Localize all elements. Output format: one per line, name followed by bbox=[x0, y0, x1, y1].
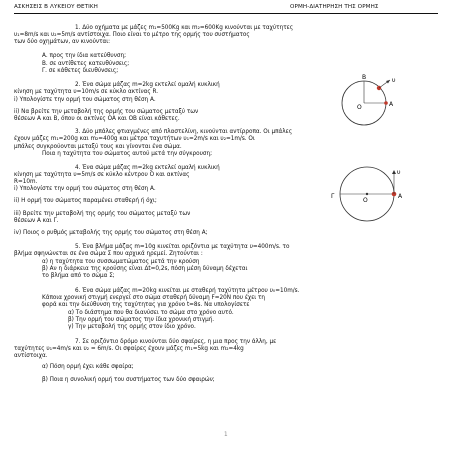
page-number: 1 bbox=[224, 432, 228, 438]
text-line: α) Πόση ορμή έχει κάθε σφαίρα; bbox=[42, 364, 134, 370]
label-g: Γ bbox=[331, 193, 335, 200]
text-line: Ποια η ταχύτητα του σώματος αυτού μετά την σύγκρουση; bbox=[42, 151, 213, 157]
text-line: υ₁=8m/s και υ₂=5m/s αντίστοιχα. Ποιο είναι το μέτρο της ορμής του συστήματος bbox=[14, 32, 250, 38]
circular-motion-figure-2 bbox=[300, 160, 430, 226]
text-line: αντίστοιχα. bbox=[14, 353, 48, 359]
text-line: ii) Η ορμή του σώματος παραμένει σταθερή ή όχι; bbox=[14, 198, 157, 204]
text-line: α) η ταχύτητα του συσσωματώματος μετά την κρούση bbox=[42, 259, 200, 265]
header-right: ΟΡΜΗ-ΔΙΑΤΗΡΗΣΗ ΤΗΣ ΟΡΜΗΣ bbox=[290, 4, 379, 10]
arrow-head-icon bbox=[386, 80, 390, 84]
text-line: R=10m. bbox=[14, 179, 38, 185]
text-line: θέσεων Α και Β, όπου οι ακτίνες ΟΑ και ΟΒ είναι κάθετες. bbox=[14, 116, 180, 122]
text-line: β) Την ορμή του σώματος την ίδια χρονική στιγμή. bbox=[68, 317, 215, 323]
text-line: ii) Να βρείτε την μεταβολή της ορμής του σώματος μεταξύ των bbox=[14, 109, 199, 115]
center-o bbox=[366, 193, 368, 195]
label-o: Ο bbox=[357, 104, 362, 111]
header-divider bbox=[14, 13, 438, 14]
label-a: Α bbox=[389, 101, 394, 108]
arrow-head-icon bbox=[392, 170, 396, 174]
text-line: ταχύτητες υ₁=4m/s και υ₂ = 6m/s. Οι σφαίρες έχουν μάζες m₁=5kg και m₂=4kg bbox=[14, 346, 244, 352]
text-line: μπάλες συγκρούονται μεταξύ τους και γίνονται ένα σώμα. bbox=[14, 144, 182, 150]
text-line: 4. Ένα σώμα μάζας m=2kg εκτελεί ομαλή κυκλική bbox=[75, 165, 220, 171]
text-line: 7. Σε οριζόντιο δρόμο κινούνται δύο σφαίρες, η μια προς την άλλη, με bbox=[75, 339, 277, 345]
text-line: 6. Ένα σώμα μάζας m=20kg κινείται με σταθερή ταχύτητα μέτρου υ₀=10m/s. bbox=[75, 288, 300, 294]
text-line: φορά και την διεύθυνση της ταχύτητας για χρόνο t=8s. Να υπολογίσετε bbox=[42, 302, 250, 308]
text-line: Κάποια χρονική στιγμή ενεργεί στο σώμα σταθερή δύναμη F=20N που έχει τη bbox=[42, 295, 266, 301]
text-line: 1. Δύο οχήματα με μάζες m₁=500Kg και m₂=600Kg κινούνται με ταχύτητες bbox=[75, 25, 294, 31]
text-line: i) Υπολογίστε την ορμή του σώματος στη θέση Α. bbox=[14, 186, 156, 192]
text-line: έχουν μάζες m₁=200g και m₂=400g και μέτρα ταχυτήτων υ₁=2m/s και υ₂=1m/s. Οι bbox=[14, 136, 255, 142]
text-line: βλήμα σφηνώνεται σε ένα σώμα Σ που αρχικά ηρεμεί. Ζητούνται : bbox=[14, 251, 203, 257]
text-line: i) Υπολογίστε την ορμή του σώματος στη θέση Α. bbox=[14, 97, 156, 103]
label-v: υ bbox=[392, 77, 396, 84]
text-line: iii) Βρείτε την μεταβολή της ορμής του σώματος μεταξύ των bbox=[14, 211, 191, 217]
text-line: γ) Την μεταβολή της ορμής στον ίδιο χρόνο. bbox=[68, 324, 196, 330]
text-line: iv) Ποιος ο ρυθμός μεταβολής της ορμής του σώματος στη θέση Α; bbox=[14, 230, 208, 236]
text-line: α) Το διάστημα που θα διανύσει το σώμα στο χρόνο αυτό. bbox=[68, 310, 234, 316]
text-line: 5. Ένα βλήμα μάζας m=10g κινείται οριζόντια με ταχύτητα υ=400m/s. το bbox=[75, 244, 290, 250]
text-line: θέσεων Α και Γ. bbox=[14, 218, 59, 224]
label-b: Β bbox=[362, 74, 367, 81]
text-line: 3. Δύο μπάλες φτιαγμένες από πλαστελίνη, κινούνται αντίρροπα. Οι μπάλες bbox=[75, 129, 293, 135]
text-line: κίνηση με ταχύτητα υ=5m/s σε κύκλο κέντρου Ο και ακτίνας bbox=[14, 172, 190, 178]
text-line: των δύο οχημάτων, αν κινούνται: bbox=[14, 39, 111, 45]
text-line: β) Αν η διάρκεια της κρούσης είναι Δt=0,2s, πόση μέση δύναμη δέχεται bbox=[42, 266, 248, 272]
circular-motion-figure-1 bbox=[310, 74, 430, 126]
label-o: Ο bbox=[363, 197, 368, 204]
text-line: κίνηση με ταχύτητα υ=10m/s σε κύκλο ακτίνας R. bbox=[14, 89, 159, 95]
label-a: Α bbox=[398, 193, 403, 200]
point-a bbox=[384, 101, 388, 105]
text-line: Β. σε αντίθετες κατευθύνσεις; bbox=[42, 61, 130, 67]
text-line: 2. Ένα σώμα μάζας m=2kg εκτελεί ομαλή κυκλική bbox=[75, 82, 220, 88]
label-v: υ bbox=[397, 169, 401, 176]
text-line: β) Ποια η συνολική ορμή του συστήματος των δύο σφαιρών; bbox=[42, 377, 215, 383]
text-line: Γ. σε κάθετες διευθύνσεις; bbox=[42, 68, 119, 74]
text-line: το βλήμα από το σώμα Σ; bbox=[42, 273, 115, 279]
header-left: ΑΣΚΗΣΕΙΣ Β ΛΥΚΕΙΟΥ ΘΕΤΙΚΗ bbox=[14, 4, 98, 10]
text-line: Α. προς την ίδια κατεύθυνση; bbox=[42, 53, 127, 59]
